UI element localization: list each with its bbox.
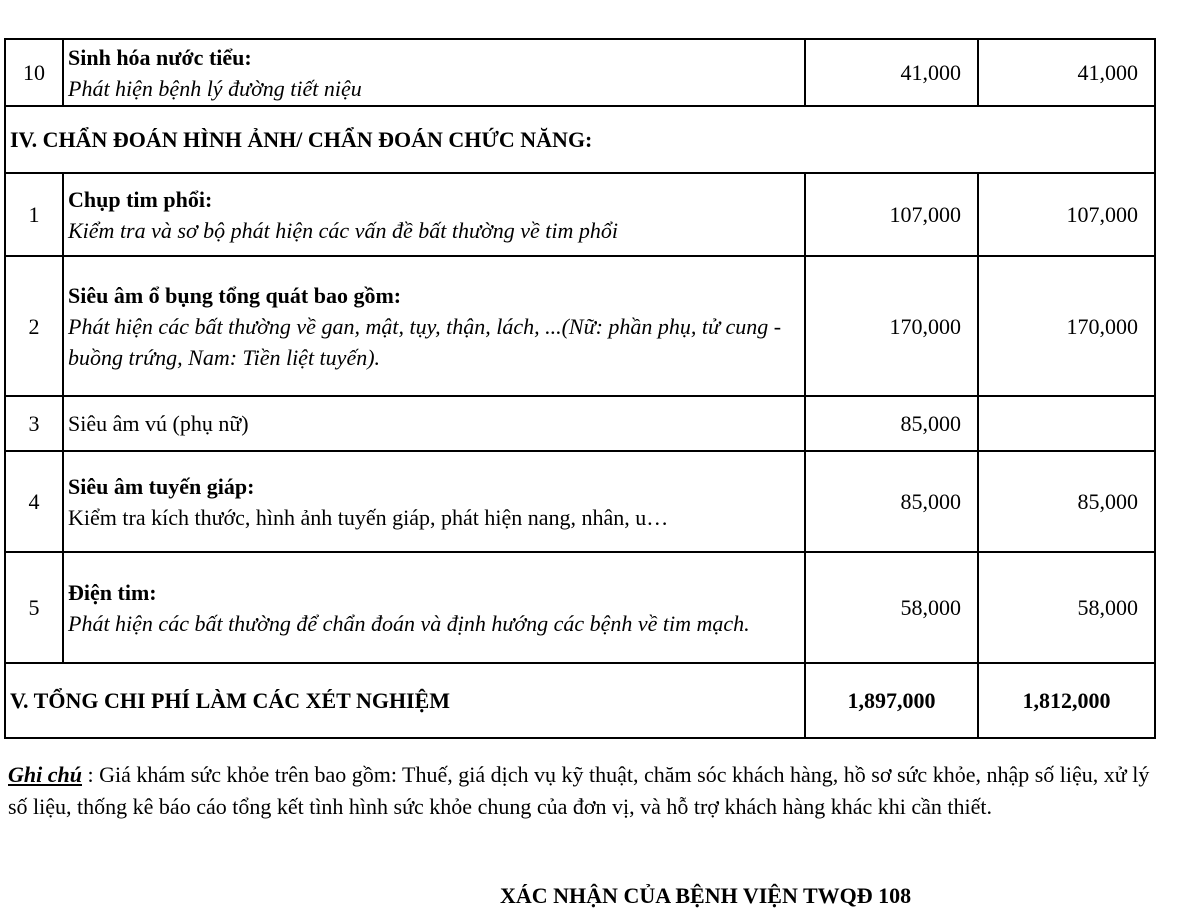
row-detail: Kiểm tra kích thước, hình ảnh tuyến giáp, phát hiện nang, nhân, u… <box>68 504 669 530</box>
note-label: Ghi chú <box>8 762 82 787</box>
row-title: Siêu âm tuyến giáp: <box>68 473 255 499</box>
row-description <box>63 396 805 451</box>
price-column-1: 85,000 <box>805 451 978 552</box>
price-column-2: 170,000 <box>978 256 1155 396</box>
row-title: Siêu âm ổ bụng tổng quát bao gồm: <box>68 282 402 308</box>
row-title: Điện tim: <box>68 579 157 605</box>
row-detail: Siêu âm vú (phụ nữ) <box>68 411 249 436</box>
table-row <box>5 39 1155 106</box>
price-column-1: 41,000 <box>805 39 978 106</box>
total-price-2: 1,812,000 <box>978 663 1155 738</box>
price-column-1: 170,000 <box>805 256 978 396</box>
price-column-2: 107,000 <box>978 173 1155 256</box>
row-title: Sinh hóa nước tiểu: <box>68 44 252 70</box>
price-column-2 <box>978 396 1155 451</box>
price-column-1: 107,000 <box>805 173 978 256</box>
hospital-confirmation: XÁC NHẬN CỦA BỆNH VIỆN TWQĐ 108 <box>500 883 912 908</box>
note-paragraph <box>8 759 1158 823</box>
row-description <box>63 256 805 396</box>
row-title: Chụp tim phổi: <box>68 186 213 212</box>
section-iv-heading: IV. CHẨN ĐOÁN HÌNH ẢNH/ CHẨN ĐOÁN CHỨC NĂNG: <box>5 106 1155 173</box>
table-row <box>5 396 1155 451</box>
row-number: 10 <box>5 39 63 106</box>
table-row <box>5 256 1155 396</box>
row-description <box>63 451 805 552</box>
row-number: 3 <box>5 396 63 451</box>
price-column-2: 85,000 <box>978 451 1155 552</box>
note-text: : Giá khám sức khỏe trên bao gồm: Thuế, giá dịch vụ kỹ thuật, chăm sóc khách hàng, hồ sơ sức khỏe, nhập số liệu, xử lý số liệu, thống kê báo cáo tổng kết tình hình sức khỏe chung của đơn vị, và hỗ trợ khách hàng khác khi cần thiết. <box>8 762 1150 819</box>
section-heading-row <box>5 106 1155 173</box>
row-detail: Phát hiện các bất thường để chẩn đoán và định hướng các bệnh về tim mạch. <box>68 610 750 636</box>
total-row <box>5 663 1155 738</box>
row-number: 2 <box>5 256 63 396</box>
row-detail: Phát hiện bệnh lý đường tiết niệu <box>68 75 362 101</box>
total-label: V. TỔNG CHI PHÍ LÀM CÁC XÉT NGHIỆM <box>5 663 805 738</box>
table-row <box>5 451 1155 552</box>
row-description <box>63 552 805 663</box>
row-number: 1 <box>5 173 63 256</box>
row-detail: Phát hiện các bất thường về gan, mật, tụy, thận, lách, ...(Nữ: phần phụ, tử cung - buồng trứng, Nam: Tiền liệt tuyến). <box>68 313 782 370</box>
row-description <box>63 39 805 106</box>
price-table <box>4 38 1156 739</box>
price-column-1: 85,000 <box>805 396 978 451</box>
table-row <box>5 552 1155 663</box>
row-description <box>63 173 805 256</box>
table-row <box>5 173 1155 256</box>
price-column-1: 58,000 <box>805 552 978 663</box>
price-column-2: 41,000 <box>978 39 1155 106</box>
row-number: 5 <box>5 552 63 663</box>
price-column-2: 58,000 <box>978 552 1155 663</box>
total-price-1: 1,897,000 <box>805 663 978 738</box>
row-number: 4 <box>5 451 63 552</box>
row-detail: Kiểm tra và sơ bộ phát hiện các vấn đề bất thường về tim phổi <box>68 217 618 243</box>
